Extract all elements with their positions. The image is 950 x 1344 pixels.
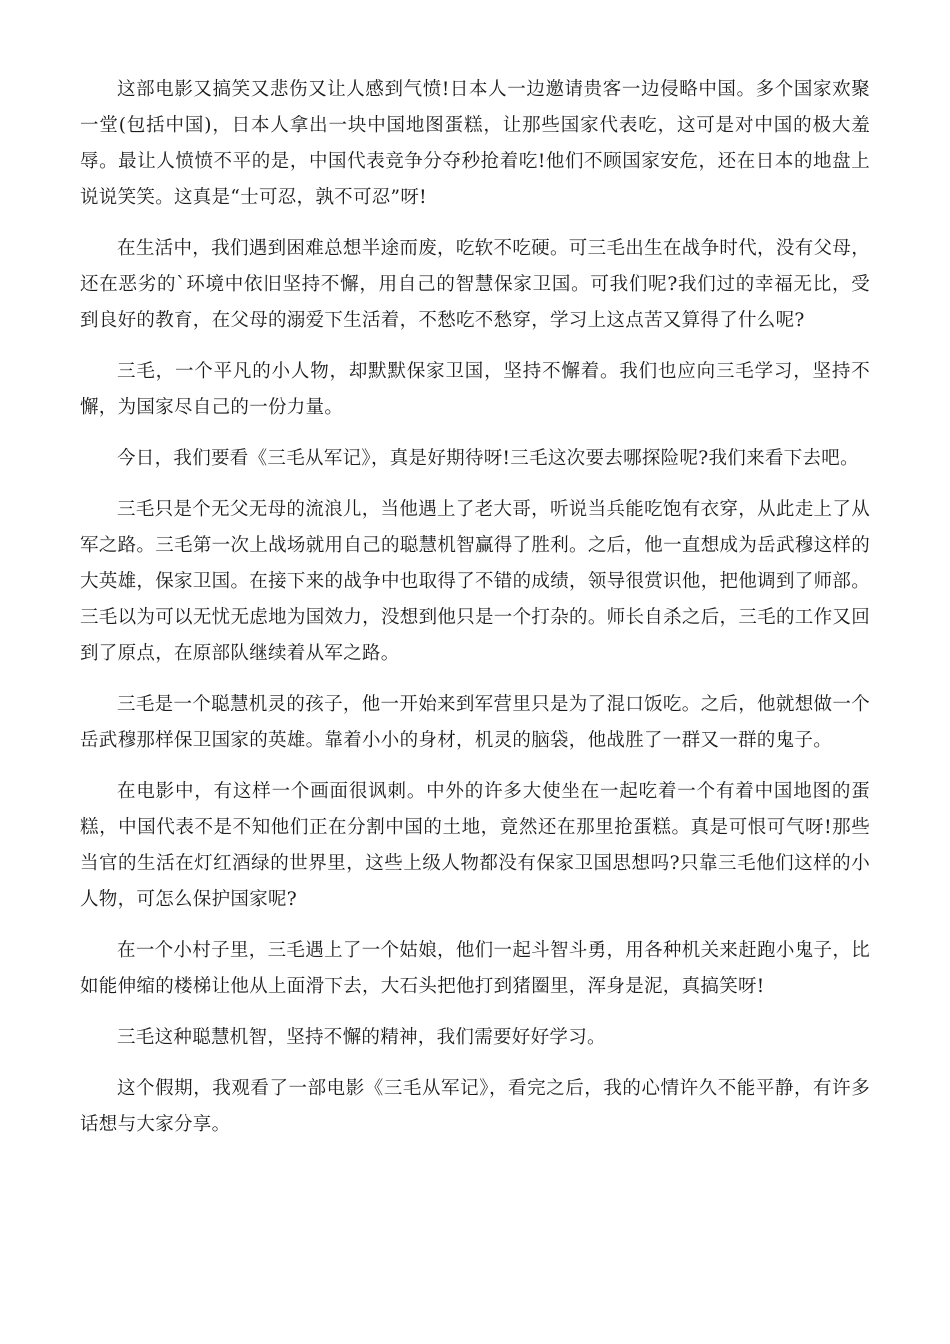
paragraph-9: 三毛这种聪慧机智，坚持不懈的精神，我们需要好好学习。 <box>117 1027 606 1048</box>
paragraph-5: 三毛只是个无父无母的流浪儿，当他遇上了老大哥，听说当兵能吃饱有衣穿，从此走上了从军之路。三毛第一次上战场就用自己的聪慧机智赢得了胜利。之后，他一直想成为岳武穆这样的大英雄，保家卫国。在接下来的战争中也取得了不错的成绩，领导很赏识他，把他调到了师部。三毛以为可以无忧无虑地为国效力，没想到他只是一个打杂的。师长自杀之后，三毛的工作又回到了原点，在原部队继续着从军之路。 <box>80 499 870 664</box>
paragraph-3: 三毛，一个平凡的小人物，却默默保家卫国，坚持不懈着。我们也应向三毛学习，坚持不懈，为国家尽自己的一份力量。 <box>80 361 870 418</box>
paragraph-1: 这部电影又搞笑又悲伤又让人感到气愤!日本人一边邀请贵客一边侵略中国。多个国家欢聚一堂(包括中国)，日本人拿出一块中国地图蛋糕，让那些国家代表吃，这可是对中国的极大羞辱。最让人愤愤不平的是，中国代表竞争分夺秒抢着吃!他们不顾国家安危，还在日本的地盘上说说笑笑。这真是“士可忍，孰不可忍”呀! <box>80 79 870 208</box>
paragraph-4: 今日，我们要看《三毛从军记》，真是好期待呀!三毛这次要去哪探险呢?我们来看下去吧。 <box>117 448 859 469</box>
paragraph-10: 这个假期，我观看了一部电影《三毛从军记》，看完之后，我的心情许久不能平静，有许多话想与大家分享。 <box>80 1078 870 1135</box>
paragraph-7: 在电影中，有这样一个画面很讽刺。中外的许多大使坐在一起吃着一个有着中国地图的蛋糕，中国代表不是不知他们正在分割中国的土地，竟然还在那里抢蛋糕。真是可恨可气呀!那些当官的生活在灯红酒绿的世界里，这些上级人物都没有保家卫国思想吗?只靠三毛他们这样的小人物，可怎么保护国家呢? <box>80 781 870 910</box>
paragraph-6: 三毛是一个聪慧机灵的孩子，他一开始来到军营里只是为了混口饭吃。之后，他就想做一个岳武穆那样保卫国家的英雄。靠着小小的身材，机灵的脑袋，他战胜了一群又一群的鬼子。 <box>80 694 870 751</box>
document-page <box>80 72 870 1158</box>
paragraph-8: 在一个小村子里，三毛遇上了一个姑娘，他们一起斗智斗勇，用各种机关来赶跑小鬼子，比如能伸缩的楼梯让他从上面滑下去，大石头把他打到猪圈里，浑身是泥，真搞笑呀! <box>80 940 870 997</box>
paragraph-2: 在生活中，我们遇到困难总想半途而废，吃软不吃硬。可三毛出生在战争时代，没有父母，还在恶劣的`环境中依旧坚持不懈，用自己的智慧保家卫国。可我们呢?我们过的幸福无比，受到良好的教育，在父母的溺爱下生活着，不愁吃不愁穿，学习上这点苦又算得了什么呢? <box>80 238 870 331</box>
